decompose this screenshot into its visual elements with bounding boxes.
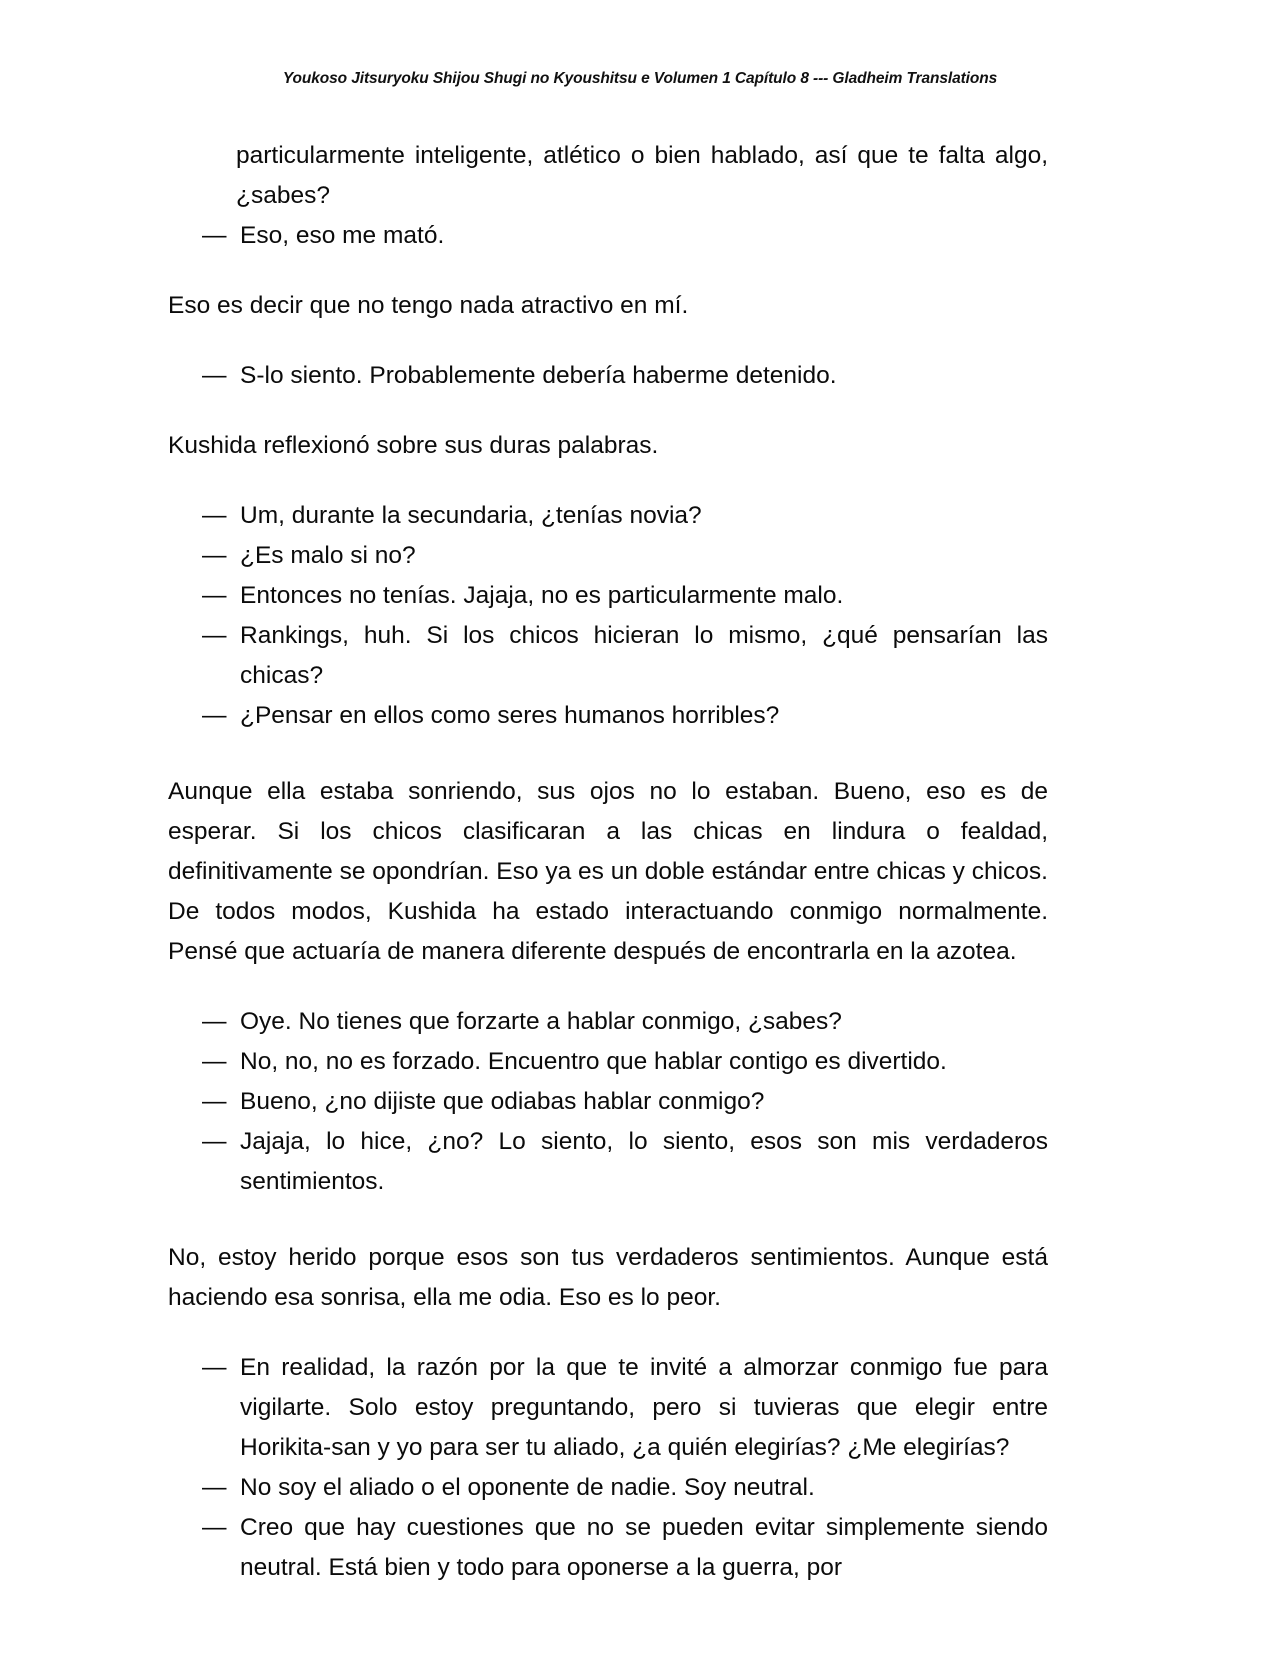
em-dash-marker: — [202, 1354, 227, 1381]
em-dash-marker: — [202, 1048, 227, 1075]
spacer [168, 466, 1048, 496]
em-dash-marker: — [202, 1474, 227, 1501]
spacer [168, 396, 1048, 426]
dialogue-line-truncated: — Creo que hay cuestiones que no se pueden evitar simplemente siendo neutral. Está bien y todo para oponerse a la guerra, por [202, 1508, 1048, 1588]
dialogue-line: — S-lo siento. Probablemente debería haberme detenido. [202, 356, 1048, 396]
em-dash-marker: — [202, 622, 227, 649]
dialogue-line: — Um, durante la secundaria, ¿tenías novia? [202, 496, 1048, 536]
dialogue-line: — Jajaja, lo hice, ¿no? Lo siento, lo siento, esos son mis verdaderos sentimientos. [202, 1122, 1048, 1202]
dialogue-line: — Eso, eso me mató. [202, 216, 1048, 256]
narration-paragraph: Aunque ella estaba sonriendo, sus ojos no lo estaban. Bueno, eso es de esperar. Si los chicos clasificaran a las chicas en lindura o fealdad, definitivamente se opondrían. Eso ya es un doble estándar entre chicas y chicos. De todos modos, Kushida ha estado interactuando conmigo normalmente. Pensé que actuaría de manera diferente después de encontrarla en la azotea. [168, 778, 1048, 965]
narration-paragraph: Kushida reflexionó sobre sus duras palabras. [168, 432, 659, 459]
em-dash-marker: — [202, 1128, 227, 1155]
em-dash-marker: — [202, 1008, 227, 1035]
dialogue-line-continued: particularmente inteligente, atlético o bien hablado, así que te falta algo, ¿sabes? [236, 142, 1048, 209]
em-dash-marker: — [202, 542, 227, 569]
dialogue-line: — Rankings, huh. Si los chicos hicieran lo mismo, ¿qué pensarían las chicas? [202, 616, 1048, 696]
em-dash-marker: — [202, 702, 227, 729]
spacer [168, 326, 1048, 356]
em-dash-marker: — [202, 362, 227, 389]
em-dash-marker: — [202, 222, 227, 249]
page-body [168, 136, 1048, 1588]
dialogue-block [202, 1348, 1048, 1588]
dialogue-line: — Bueno, ¿no dijiste que odiabas hablar conmigo? [202, 1082, 1048, 1122]
em-dash-marker: — [202, 1514, 227, 1541]
narration-paragraph: No, estoy herido porque esos son tus verdaderos sentimientos. Aunque está haciendo esa sonrisa, ella me odia. Eso es lo peor. [168, 1244, 1048, 1311]
dialogue-line: — No, no, no es forzado. Encuentro que hablar contigo es divertido. [202, 1042, 1048, 1082]
dialogue-block [202, 1002, 1048, 1202]
spacer [168, 256, 1048, 286]
narration-paragraph: Eso es decir que no tengo nada atractivo en mí. [168, 292, 689, 319]
dialogue-line: — ¿Pensar en ellos como seres humanos horribles? [202, 696, 1048, 736]
dialogue-line: — ¿Es malo si no? [202, 536, 1048, 576]
em-dash-marker: — [202, 582, 227, 609]
spacer [168, 736, 1048, 772]
dialogue-line: — Oye. No tienes que forzarte a hablar conmigo, ¿sabes? [202, 1002, 1048, 1042]
dialogue-line: — No soy el aliado o el oponente de nadie. Soy neutral. [202, 1468, 1048, 1508]
dialogue-block [202, 496, 1048, 736]
running-header: Youkoso Jitsuryoku Shijou Shugi no Kyoushitsu e Volumen 1 Capítulo 8 --- Gladheim Translations [282, 70, 998, 87]
dialogue-block [202, 356, 1048, 396]
spacer [168, 972, 1048, 1002]
em-dash-marker: — [202, 1088, 227, 1115]
dialogue-block [202, 136, 1048, 256]
spacer [168, 1202, 1048, 1238]
dialogue-line: — En realidad, la razón por la que te invité a almorzar conmigo fue para vigilarte. Solo estoy preguntando, pero si tuvieras que elegir entre Horikita-san y yo para ser tu aliado, ¿a quién elegirías? ¿Me elegirías? [202, 1348, 1048, 1468]
spacer [168, 1318, 1048, 1348]
dialogue-line: — Entonces no tenías. Jajaja, no es particularmente malo. [202, 576, 1048, 616]
em-dash-marker: — [202, 502, 227, 529]
